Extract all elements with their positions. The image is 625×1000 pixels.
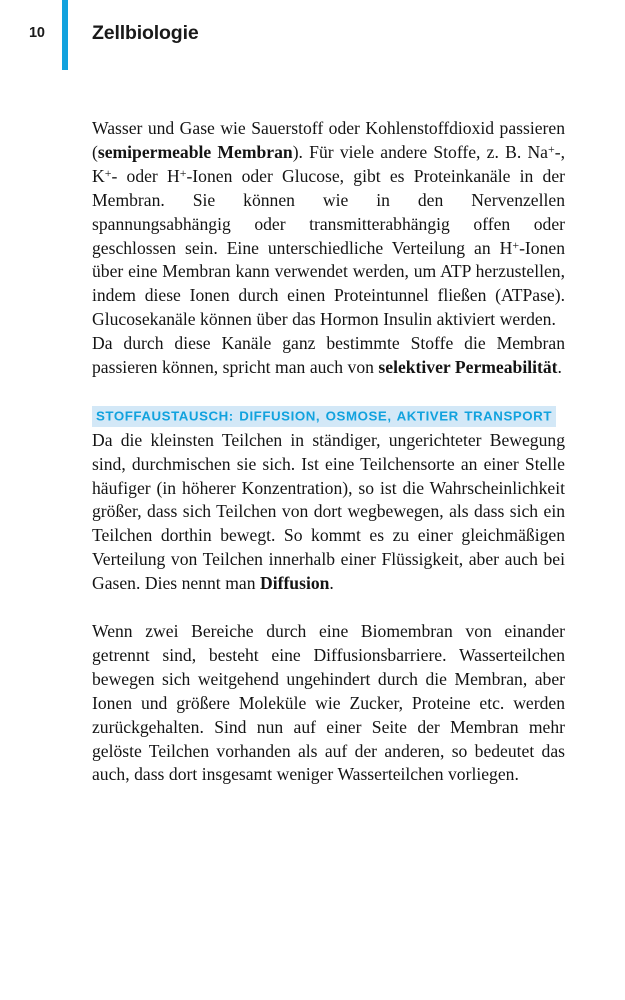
- text-run: Da durch diese Kanäle ganz bestimmte Stoffe die Membran passieren können, spricht man auch von: [92, 333, 565, 378]
- bold-term-diffusion: Diffusion: [260, 573, 330, 594]
- text-run: Da die kleinsten Teilchen in ständiger, ungerichteter Bewegung sind, durchmischen sie sich. Ist eine Teilchensorte an einer Stelle häufiger (in höherer Konzentration), so ist die Wahrscheinlichkeit größer, dass sich Teilchen von dort wegbewegen, als dass sich ein Teilchen dorthin bewegt. So kommt es zu einer gleichmäßigen Verteilung von Teilchen innerhalb einer Flüssigkeit, aber auch bei Gasen. Dies nennt man: [92, 429, 565, 594]
- text-run: ). Für viele andere Stoffe, z. B. Na: [292, 141, 548, 162]
- header-accent-rule: [62, 0, 68, 70]
- text-run: Wasser und Gase wie Sauerstoff oder Kohlenstoffdioxid passieren (: [92, 118, 565, 162]
- superscript-plus: +: [104, 165, 112, 180]
- text-run: .: [329, 573, 334, 594]
- paragraph-selective-permeability: [92, 332, 565, 380]
- text-run: - oder H: [111, 165, 180, 186]
- superscript-plus: +: [512, 237, 520, 252]
- paragraph-diffusion-barrier: [92, 620, 565, 787]
- text-run: -Ionen oder Glucose, gibt es Proteinkanäle in der Membran. Sie können wie in den Nervenzellen spannungsabhängig oder transmitterabhängig offen oder geschlossen sein. Eine unterschiedliche Verteilung an H: [92, 165, 565, 258]
- text-run: -Ionen über eine Membran kann verwendet werden, um ATP herzustellen, indem diese Ionen durch einen Proteintunnel fließen (ATPase). Glucosekanäle können über das Hormon Insulin aktiviert werden.: [92, 237, 565, 330]
- page-running-head: [0, 0, 625, 72]
- superscript-plus: +: [547, 141, 555, 156]
- text-run: -, K: [92, 141, 565, 186]
- body-text-column: [92, 117, 565, 787]
- chapter-title: Zellbiologie: [92, 22, 199, 44]
- bold-term-selektiver-permeabilitaet: selektiver Permeabilität: [378, 357, 558, 378]
- paragraph-membrane-channels: [92, 117, 565, 332]
- bold-term-semipermeable-membran: semipermeable Membran: [97, 141, 293, 162]
- paragraph-diffusion: [92, 404, 565, 596]
- superscript-plus: +: [179, 165, 187, 180]
- text-run: Wenn zwei Bereiche durch eine Biomembran von einander getrennt sind, besteht eine Diffusionsbarriere. Wasserteilchen bewegen sich weitgehend ungehindert durch die Membran, aber Ionen und größere Moleküle wie Zucker, Proteine etc. werden zurückgehalten. Sind nun auf einer Seite der Membran mehr gelöste Teilchen vorhanden als auf der anderen, so bedeutet das auch, dass dort insgesamt weniger Wasserteilchen vorliegen.: [92, 621, 565, 785]
- text-run: .: [557, 357, 562, 378]
- run-in-heading-stoffaustausch: STOFFAUSTAUSCH: DIFFUSION, OSMOSE, AKTIVER TRANSPORT: [92, 406, 556, 427]
- page-number: 10: [29, 25, 45, 41]
